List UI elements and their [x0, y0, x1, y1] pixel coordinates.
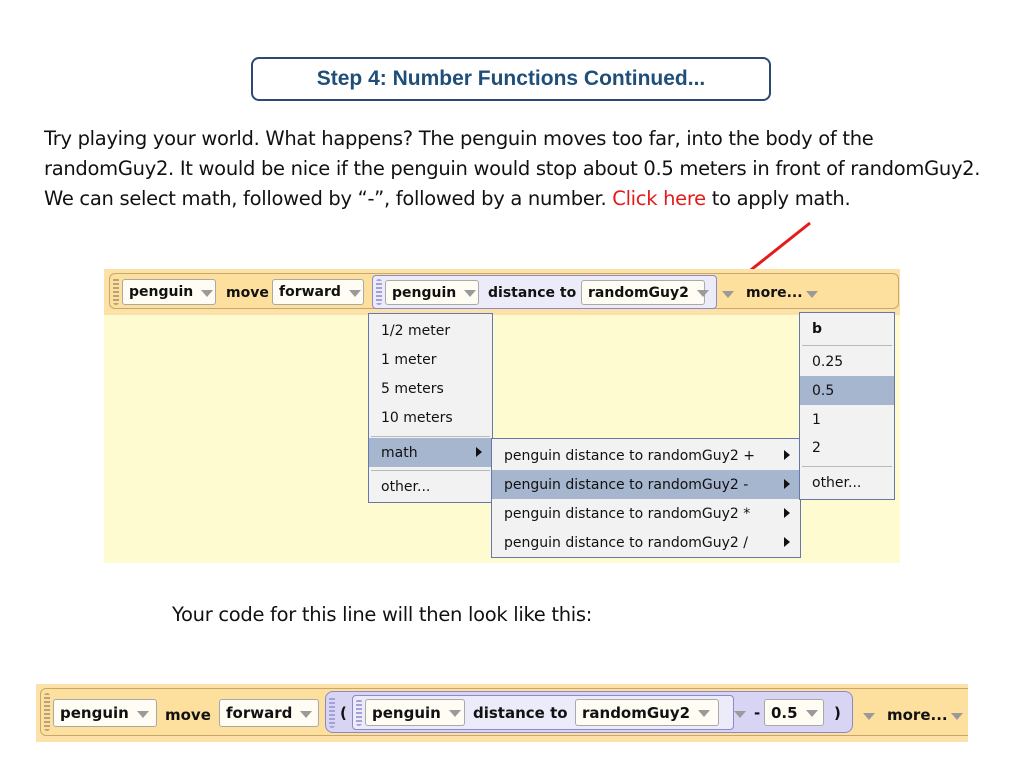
drag-handle[interactable] — [376, 279, 382, 305]
menu-item-10-meters[interactable]: 10 meters — [381, 409, 453, 426]
menu-item-other[interactable]: other... — [381, 478, 431, 495]
method-label: move — [226, 285, 269, 301]
result-fn-name-label: distance to — [473, 704, 568, 722]
math-submenu — [491, 438, 801, 558]
fn-target-label: randomGuy2 — [588, 284, 689, 301]
b-item-2[interactable]: 2 — [812, 439, 821, 456]
menu-item-math[interactable] — [369, 438, 492, 467]
menu-separator — [371, 436, 490, 437]
object-dropdown[interactable] — [122, 279, 216, 305]
move-statement — [109, 273, 899, 309]
math-item-divide[interactable] — [492, 528, 800, 557]
close-paren: ) — [834, 704, 841, 722]
statement-bar — [104, 269, 900, 315]
direction-label: forward — [279, 284, 341, 300]
click-here-link[interactable]: Click here — [612, 187, 706, 210]
result-caption: Your code for this line will then look like this: — [172, 603, 593, 626]
amount-dropdown-arrow-icon[interactable] — [722, 291, 734, 298]
math-item-minus[interactable] — [492, 470, 800, 499]
fn-object-label: penguin — [392, 284, 457, 301]
b-item-other[interactable]: other... — [812, 474, 862, 491]
distance-function-block[interactable] — [372, 275, 717, 309]
math-expression-block[interactable] — [325, 691, 853, 733]
amount-menu — [368, 313, 493, 503]
submenu-arrow-icon — [784, 508, 790, 518]
result-method-label: move — [165, 706, 211, 724]
dropdown-arrow-icon — [449, 710, 461, 717]
result-move-statement — [40, 688, 968, 736]
dropdown-arrow-icon — [349, 290, 361, 297]
result-distance-function-block[interactable] — [352, 695, 734, 730]
b-item-1[interactable]: 1 — [812, 411, 821, 428]
fn-name-label: distance to — [488, 285, 577, 301]
drag-handle[interactable] — [44, 693, 50, 731]
menu-item-5-meters[interactable]: 5 meters — [381, 380, 444, 397]
b-item-0-5[interactable]: 0.5 — [800, 376, 894, 405]
title-box — [251, 57, 771, 101]
dropdown-arrow-icon — [137, 711, 149, 718]
submenu-arrow-icon — [784, 537, 790, 547]
menu-separator — [802, 466, 892, 467]
value-label: 0.5 — [771, 703, 798, 722]
result-object-label: penguin — [60, 704, 129, 722]
submenu-arrow-icon — [784, 479, 790, 489]
result-fn-object-label: penguin — [372, 703, 441, 722]
result-direction-dropdown[interactable] — [219, 699, 319, 727]
object-label: penguin — [129, 284, 194, 300]
editor-screenshot — [104, 269, 900, 563]
fn-object-dropdown[interactable] — [385, 280, 479, 305]
math-item-plus-label: penguin distance to randomGuy2 + — [504, 447, 756, 464]
drag-handle[interactable] — [329, 696, 335, 728]
math-item-divide-label: penguin distance to randomGuy2 / — [504, 534, 749, 551]
math-item-minus-label: penguin distance to randomGuy2 - — [504, 476, 749, 493]
drag-handle[interactable] — [356, 699, 362, 726]
menu-item-1-meter[interactable]: 1 meter — [381, 351, 437, 368]
submenu-arrow-icon — [476, 447, 482, 457]
operator-label: - — [754, 704, 761, 722]
b-item-0-25[interactable]: 0.25 — [812, 353, 844, 370]
b-submenu — [799, 312, 895, 500]
math-item-times[interactable] — [492, 499, 800, 528]
fn-target-dropdown[interactable] — [581, 280, 705, 305]
result-screenshot — [36, 684, 968, 742]
result-fn-target-dropdown[interactable] — [575, 699, 719, 726]
operand-dropdown-arrow-icon[interactable] — [734, 711, 746, 718]
page-title: Step 4: Number Functions Continued... — [316, 67, 706, 90]
instruction-text-end: to apply math. — [705, 187, 851, 210]
drag-handle[interactable] — [113, 277, 119, 305]
more-label[interactable]: more... — [746, 285, 803, 301]
more-dropdown-arrow-icon[interactable] — [806, 291, 818, 298]
math-item-times-label: penguin distance to randomGuy2 * — [504, 505, 751, 522]
instruction-paragraph — [44, 124, 984, 214]
submenu-arrow-icon — [784, 450, 790, 460]
dropdown-arrow-icon — [201, 290, 213, 297]
expression-dropdown-arrow-icon[interactable] — [863, 713, 875, 720]
math-item-plus[interactable] — [492, 441, 800, 470]
open-paren: ( — [340, 704, 347, 722]
result-object-dropdown[interactable] — [53, 699, 157, 727]
dropdown-arrow-icon — [300, 711, 312, 718]
result-more-label[interactable]: more... — [887, 706, 948, 724]
result-fn-object-dropdown[interactable] — [365, 699, 465, 726]
dropdown-arrow-icon — [698, 710, 710, 717]
menu-item-math-label: math — [381, 444, 418, 461]
menu-separator — [371, 470, 490, 471]
result-more-dropdown-arrow-icon[interactable] — [951, 713, 963, 720]
menu-item-half-meter[interactable]: 1/2 meter — [381, 322, 451, 339]
value-dropdown[interactable] — [764, 699, 824, 726]
dropdown-arrow-icon — [697, 290, 709, 297]
dropdown-arrow-icon — [464, 290, 476, 297]
result-fn-target-label: randomGuy2 — [582, 703, 691, 722]
instruction-text: Try playing your world. What happens? The penguin moves too far, into the body of the randomGuy2. It would be nice if the penguin would stop about 0.5 meters in front of randomGuy2. We can select math, followed by “-”, followed by a number. — [44, 127, 981, 210]
b-header: b — [812, 320, 823, 337]
direction-dropdown[interactable] — [272, 279, 364, 305]
result-direction-label: forward — [226, 704, 293, 722]
menu-separator — [802, 345, 892, 346]
dropdown-arrow-icon — [806, 710, 818, 717]
